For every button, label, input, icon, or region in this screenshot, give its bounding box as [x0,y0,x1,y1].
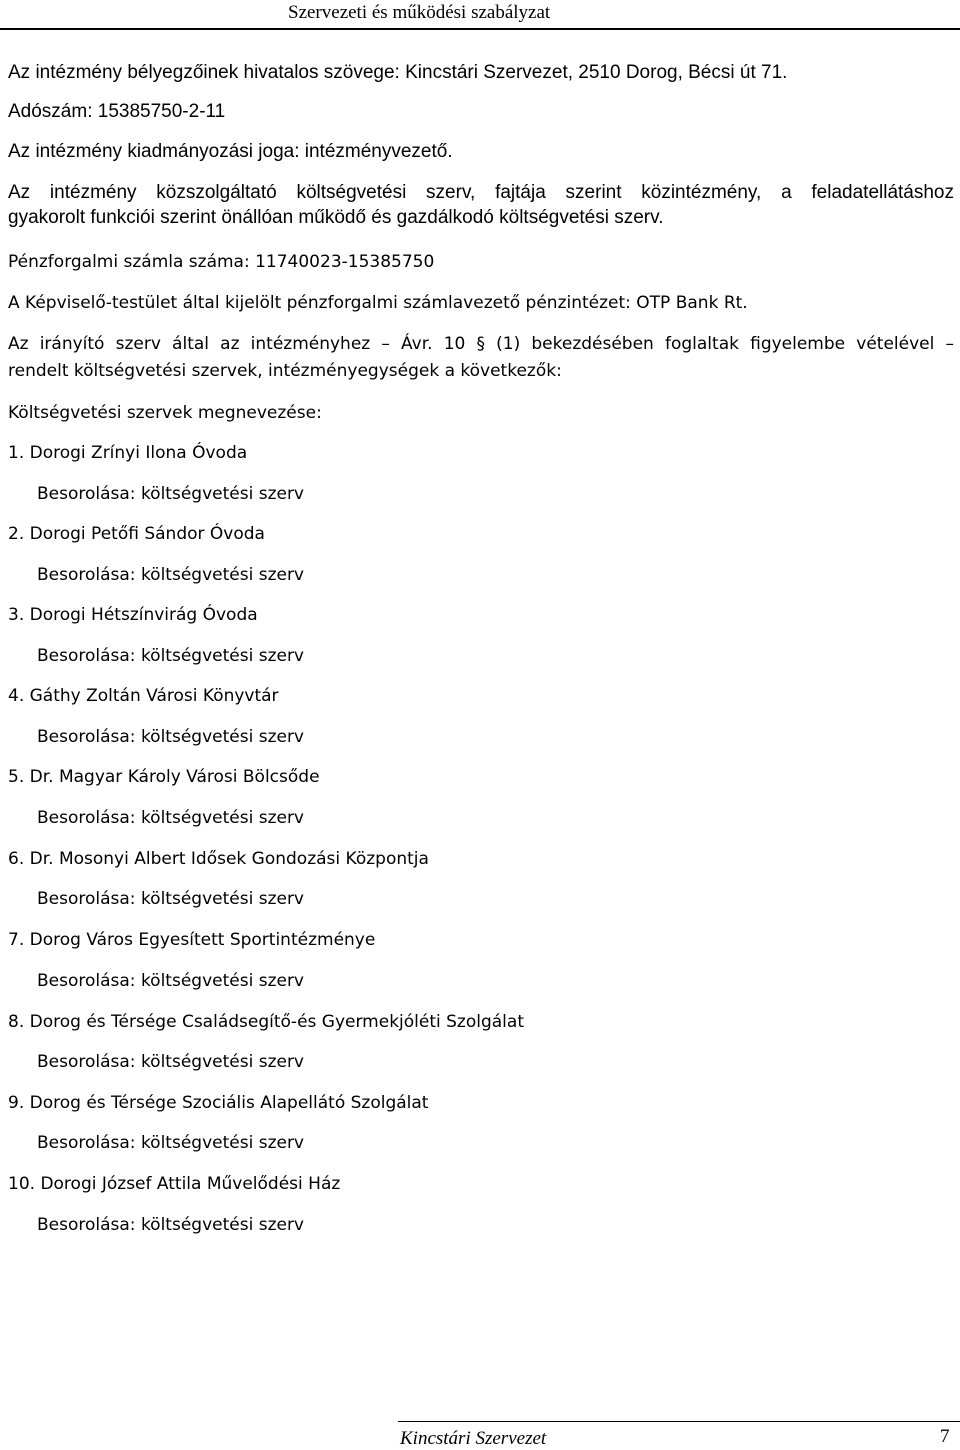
list-item-classification: Besorolása: költségvetési szerv [37,565,304,585]
list-item-classification: Besorolása: költségvetési szerv [37,484,304,504]
organization-type-line-2: gyakorolt funkciói szerint önállóan működő és gazdálkodó költségvetési szerv. [8,207,664,228]
page-header [0,0,960,34]
list-item-classification: Besorolása: költségvetési szerv [37,1215,304,1235]
list-item-name: 1. Dorogi Zrínyi Ilona Óvoda [8,443,248,463]
document-title: Szervezeti és működési szabályzat [288,2,551,23]
organization-type-line-1: Az intézmény közszolgáltató költségvetési szerv, fajtája szerint közintézmény, a feladatellátáshoz [8,182,954,203]
list-heading: Költségvetési szervek megnevezése: [8,403,322,423]
footer-rule [398,1421,960,1422]
list-item-name: 5. Dr. Magyar Károly Városi Bölcsőde [8,767,320,787]
page-number: 7 [940,1426,950,1447]
list-item-classification: Besorolása: költségvetési szerv [37,1052,304,1072]
issuing-right: Az intézmény kiadmányozási joga: intézményvezető. [8,141,453,162]
assigned-line-2: rendelt költségvetési szervek, intézményegységek a következők: [8,361,562,381]
tax-number: Adószám: 15385750-2-11 [8,101,226,122]
list-item-name: 9. Dorog és Térsége Szociális Alapellátó Szolgálat [8,1093,429,1113]
list-item-name: 10. Dorogi József Attila Művelődési Ház [8,1174,341,1194]
list-item-name: 3. Dorogi Hétszínvirág Óvoda [8,605,258,625]
list-item-name: 7. Dorog Város Egyesített Sportintézménye [8,930,376,950]
list-item-name: 6. Dr. Mosonyi Albert Idősek Gondozási Központja [8,849,429,869]
list-item-classification: Besorolása: költségvetési szerv [37,646,304,666]
list-item-classification: Besorolása: költségvetési szerv [37,1133,304,1153]
bank-info: A Képviselő-testület által kijelölt pénzforgalmi számlavezető pénzintézet: OTP Bank Rt. [8,293,748,313]
list-item-name: 8. Dorog és Térsége Családsegítő-és Gyermekjóléti Szolgálat [8,1012,524,1032]
list-item-classification: Besorolása: költségvetési szerv [37,889,304,909]
list-item-classification: Besorolása: költségvetési szerv [37,971,304,991]
header-rule [0,28,960,30]
account-number: Pénzforgalmi számla száma: 11740023-15385750 [8,252,435,272]
stamp-text: Az intézmény bélyegzőinek hivatalos szövege: Kincstári Szervezet, 2510 Dorog, Bécsi út 71. [8,62,788,83]
list-item-name: 2. Dorogi Petőfi Sándor Óvoda [8,524,265,544]
list-item-classification: Besorolása: költségvetési szerv [37,808,304,828]
assigned-line-1: Az irányító szerv által az intézményhez – Ávr. 10 § (1) bekezdésében foglaltak figyelembe vételével – [8,334,954,354]
list-item-classification: Besorolása: költségvetési szerv [37,727,304,747]
list-item-name: 4. Gáthy Zoltán Városi Könyvtár [8,686,279,706]
footer-title: Kincstári Szervezet [400,1428,547,1449]
